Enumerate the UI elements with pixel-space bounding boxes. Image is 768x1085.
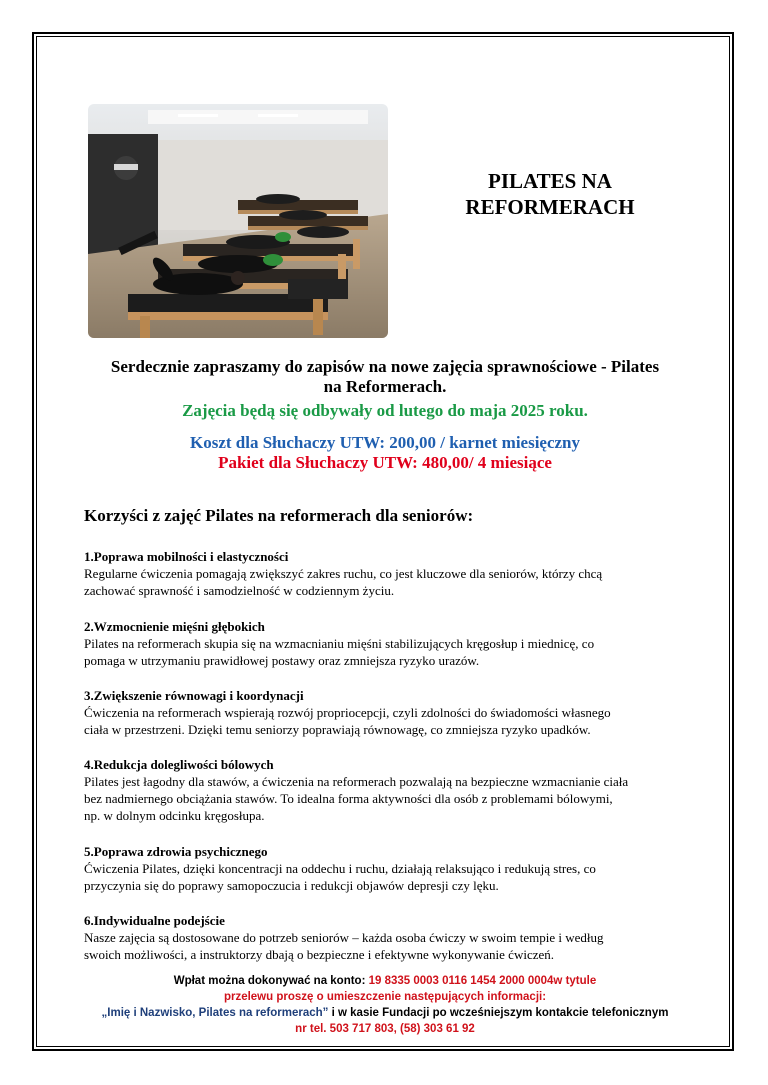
intro-line2: na Reformerach. — [323, 377, 447, 396]
page-title-line2: REFORMERACH — [465, 195, 635, 219]
benefit-item — [84, 912, 694, 963]
benefit-heading: Poprawa zdrowia psychicznego — [93, 844, 268, 859]
benefit-number: 3. — [84, 688, 94, 703]
pilates-studio-photo — [88, 104, 388, 338]
benefit-number: 2. — [84, 619, 94, 634]
class-dates: Zajęcia będą się odbywały od lutego do maja 2025 roku. — [182, 401, 588, 420]
benefit-item — [84, 687, 694, 738]
benefit-text-line: Pilates na reformerach skupia się na wzmacnianiu mięśni stabilizujących kręgosłup i miednicę, co — [84, 636, 595, 651]
monthly-cost: Koszt dla Słuchaczy UTW: 200,00 / karnet miesięczny — [189, 433, 581, 452]
contact-phone: nr tel. 503 717 803, (58) 303 61 92 — [295, 1023, 475, 1035]
benefit-heading: Redukcja dolegliwości bólowych — [93, 757, 274, 772]
benefit-text-line: swoich możliwości, a instruktorzy dbają o bezpieczne i efektywne wykonywanie ćwiczeń. — [84, 947, 554, 962]
page-title-line1: PILATES NA — [488, 169, 612, 193]
benefit-number: 1. — [84, 549, 94, 564]
payment-title-format: „Imię i Nazwisko, Pilates na reformerach” — [101, 1007, 329, 1019]
payment-line3-rest: i w kasie Fundacji po wcześniejszym kontakcie telefonicznym — [328, 1007, 669, 1019]
benefit-item — [84, 756, 694, 824]
benefit-heading: Wzmocnienie mięśni głębokich — [93, 619, 265, 634]
intro-line1: Serdecznie zapraszamy do zapisów na nowe zajęcia sprawnościowe - Pilates — [110, 357, 660, 376]
benefit-text-line: zachować sprawność i samodzielność w codziennym życiu. — [84, 583, 395, 598]
benefit-text-line: Ćwiczenia na reformerach wspierają rozwój propriocepcji, czyli zdolności do świadomości własnego — [84, 705, 611, 720]
package-price: Pakiet dla Słuchaczy UTW: 480,00/ 4 miesiące — [218, 453, 552, 472]
benefit-text-line: przyczynia się do poprawy samopoczucia i redukcji objawów depresji czy lęku. — [84, 878, 499, 893]
page-title — [420, 168, 680, 220]
benefit-heading: Indywidualne podejście — [93, 913, 225, 928]
benefit-number: 4. — [84, 757, 94, 772]
benefit-text-line: pomaga w utrzymaniu prawidłowej postawy oraz zmniejsza ryzyko urazów. — [84, 653, 480, 668]
benefit-item — [84, 548, 694, 599]
benefit-number: 5. — [84, 844, 94, 859]
payment-line2: przelewu proszę o umieszczenie następujących informacji: — [223, 991, 547, 1003]
benefits-heading: Korzyści z zajęć Pilates na reformerach dla seniorów: — [84, 506, 474, 525]
benefit-text-line: np. w dolnym odcinku kręgosłupa. — [84, 808, 265, 823]
benefit-number: 6. — [84, 913, 94, 928]
benefit-text-line: Regularne ćwiczenia pomagają zwiększyć zakres ruchu, co jest kluczowe dla seniorów, którzy chcą — [84, 566, 603, 581]
intro-invitation — [80, 357, 690, 397]
benefit-item — [84, 843, 694, 894]
bank-account-number: 19 8335 0003 0116 1454 2000 0004w tytule — [368, 975, 597, 987]
benefit-text-line: Pilates jest łagodny dla stawów, a ćwiczenia na reformerach pozwalają na bezpieczne wzmacnianie ciała — [84, 774, 629, 789]
benefit-text-line: bez nadmiernego obciążania stawów. To idealna forma aktywności dla osób z problemami bólowymi, — [84, 791, 613, 806]
payment-line1-label: Wpłat można dokonywać na konto: — [173, 975, 369, 987]
benefit-heading: Zwiększenie równowagi i koordynacji — [93, 688, 304, 703]
benefit-heading: Poprawa mobilności i elastyczności — [93, 549, 289, 564]
benefit-text-line: ciała w przestrzeni. Dzięki temu seniorzy poprawiają równowagę, co zmniejsza ryzyko upadków. — [84, 722, 591, 737]
benefit-text-line: Ćwiczenia Pilates, dzięki koncentracji na oddechu i ruchu, działają relaksująco i redukują stres, co — [84, 861, 596, 876]
benefit-item — [84, 618, 694, 669]
benefit-text-line: Nasze zajęcia są dostosowane do potrzeb seniorów – każda osoba ćwiczy w swoim tempie i według — [84, 930, 604, 945]
payment-info — [80, 973, 690, 1037]
